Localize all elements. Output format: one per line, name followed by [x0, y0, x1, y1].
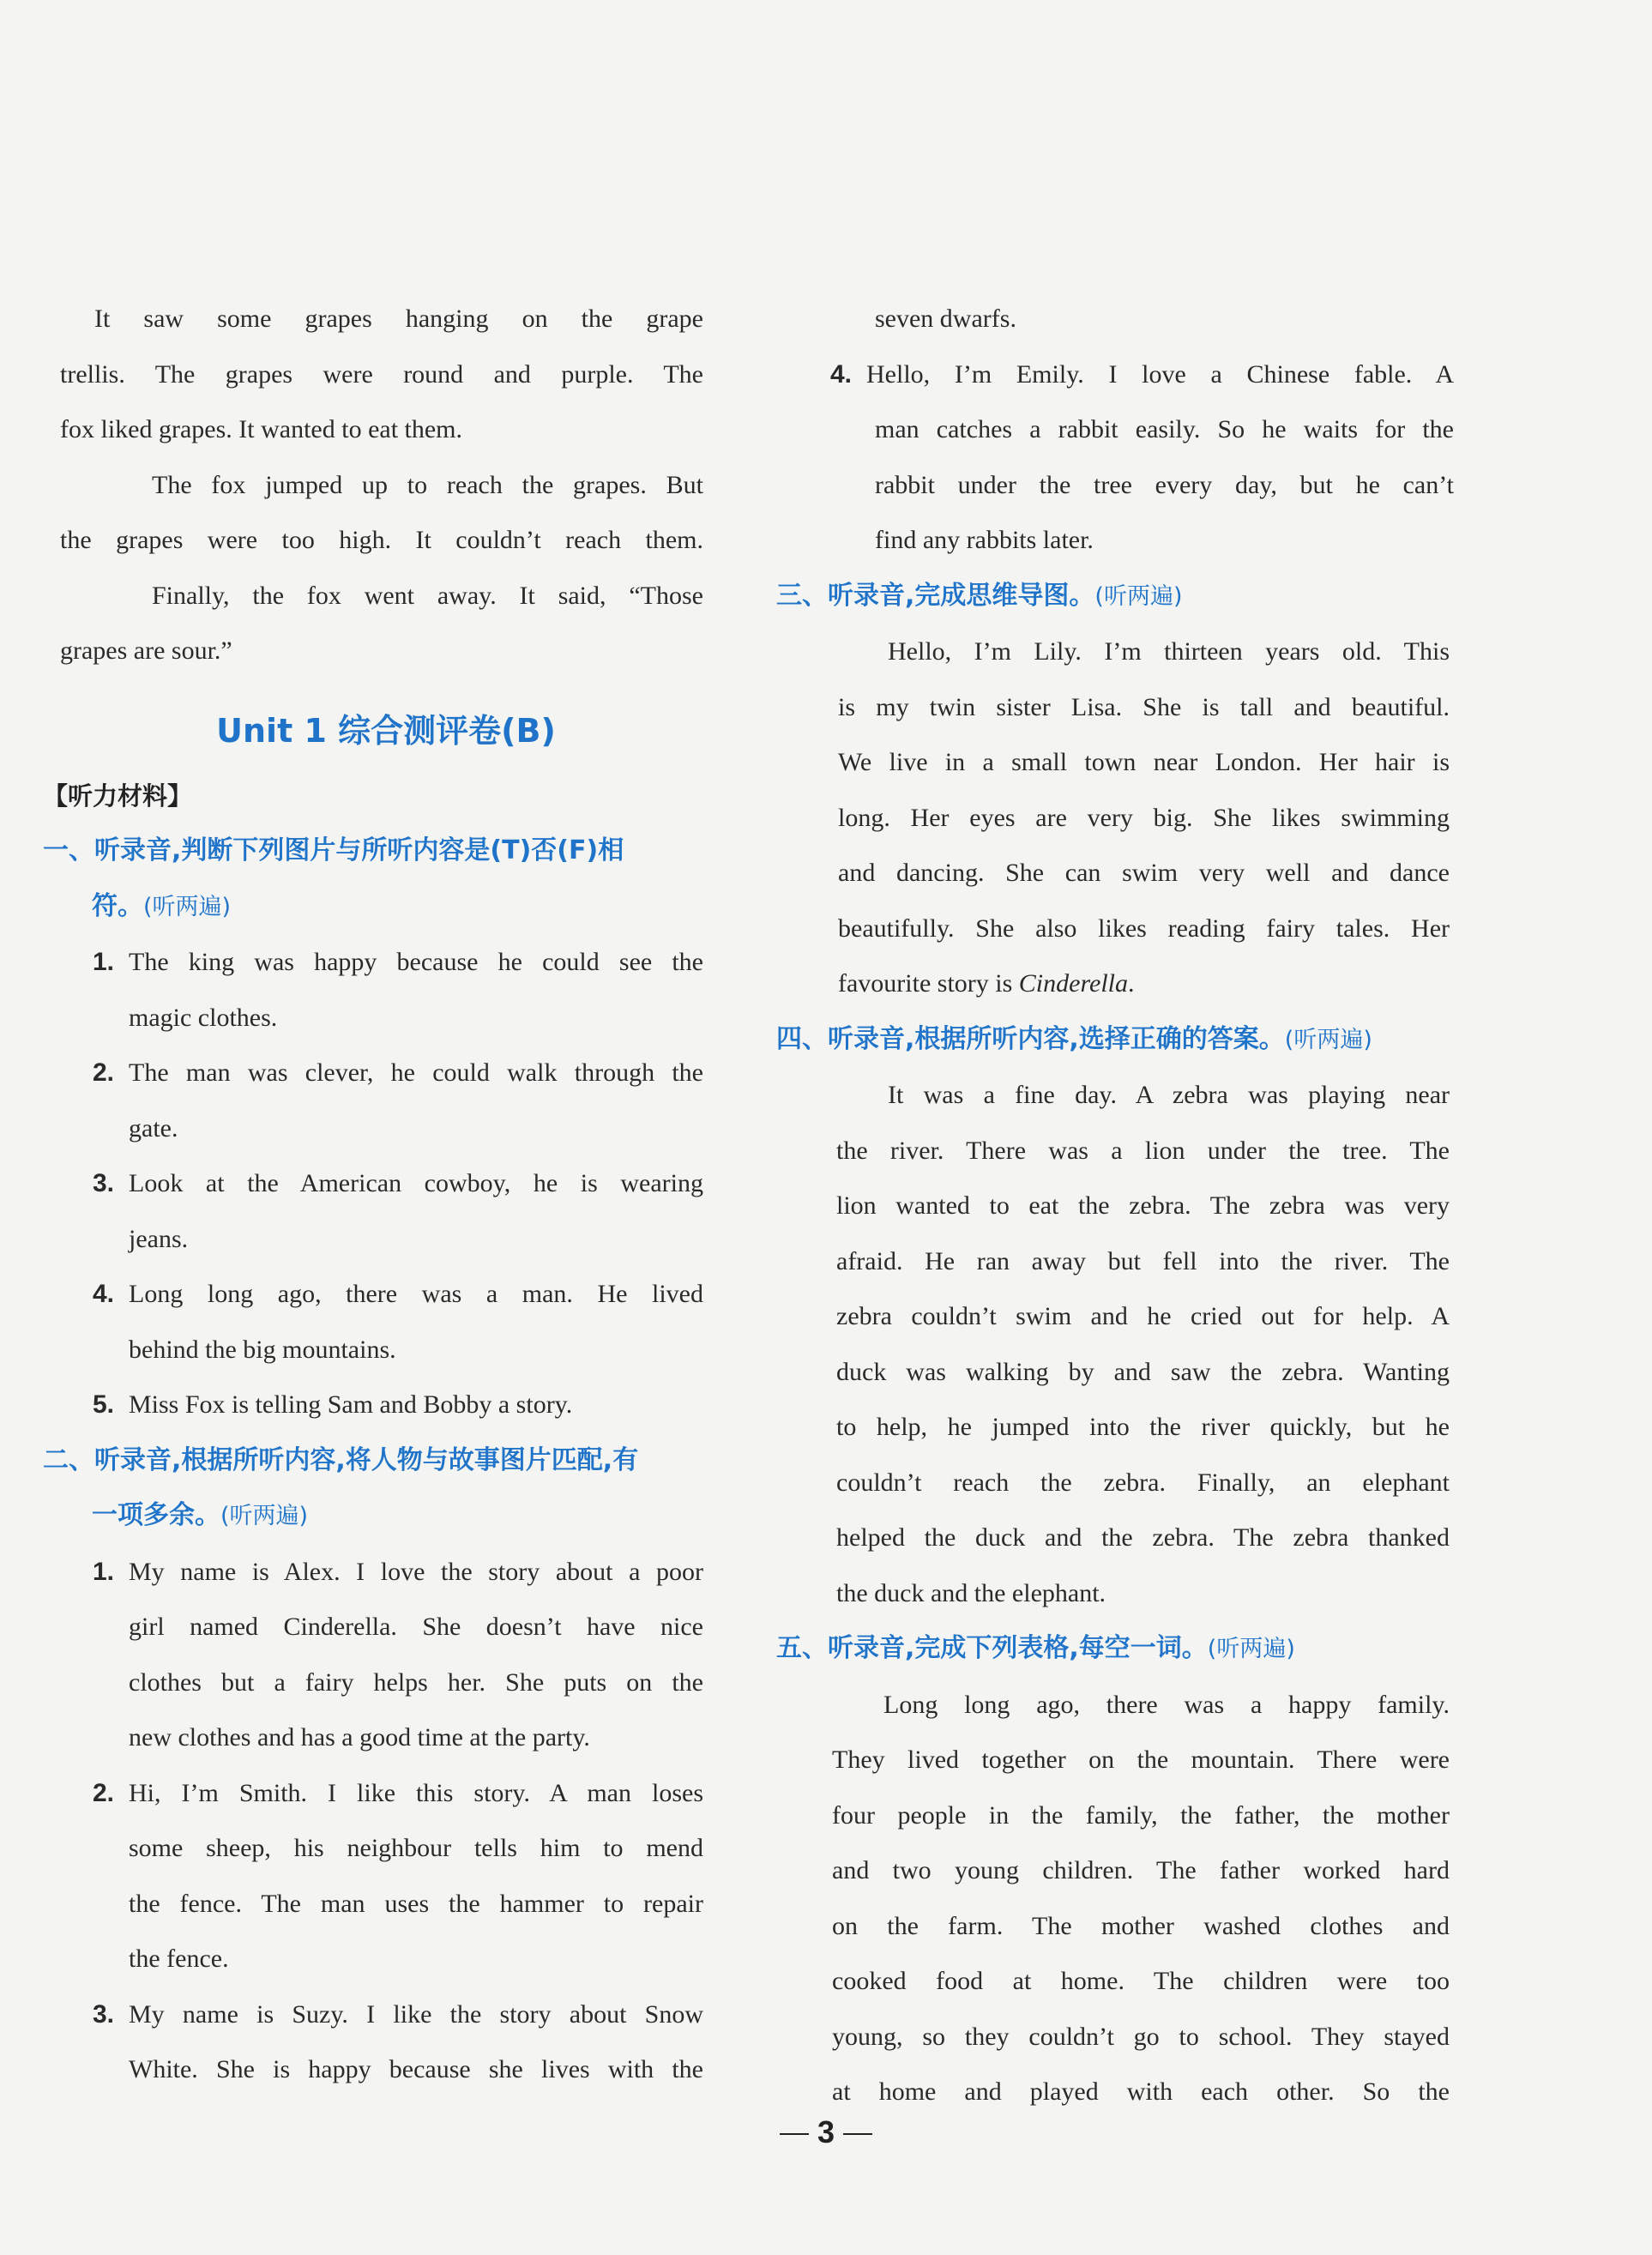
item-text: The man was clever, he could walk through the	[129, 1058, 703, 1087]
item-number: 3.	[93, 1169, 115, 1197]
paragraph-line: duck was walking by and saw the zebra. Wanting	[836, 1357, 1450, 1386]
paragraph-line: the river. There was a lion under the tree. The	[836, 1136, 1450, 1165]
paragraph-line	[776, 956, 1462, 1012]
item-text-cont: man catches a rabbit easily. So he waits for the	[875, 415, 1454, 443]
story-line: The fox jumped up to reach the grapes. But	[152, 470, 703, 499]
paragraph-line: young, so they couldn’t go to school. They stayed	[832, 2022, 1450, 2051]
paragraph-line: afraid. He ran away but fell into the river. The	[836, 1246, 1450, 1275]
item-text-cont: girl named Cinderella. She doesn’t have nice	[129, 1613, 703, 1641]
paragraph-line: We live in a small town near London. Her hair is	[838, 748, 1450, 776]
item-number: 3.	[93, 1999, 115, 2029]
item-text: The king was happy because he could see the	[129, 948, 703, 976]
list-item	[43, 1156, 703, 1212]
section-2-heading-cont	[43, 1488, 729, 1545]
paragraph-line: couldn’t reach the zebra. Finally, an elephant	[836, 1468, 1450, 1497]
section-2-heading-text: 一项多余。	[92, 1500, 220, 1530]
paragraph-line: Hello, I’m Lily. I’m thirteen years old. This	[888, 637, 1450, 666]
item-text: Hello, I’m Emily. I love a Chinese fable. A	[866, 359, 1454, 389]
paragraph-line: helped the duck and the zebra. The zebra thanked	[836, 1523, 1450, 1552]
section-1-heading-cont	[43, 879, 729, 936]
item-text: My name is Suzy. I like the story about Snow	[129, 1999, 703, 2029]
section-3-heading-text: 三、听录音,完成思维导图。	[776, 580, 1095, 611]
page-number	[0, 2114, 1652, 2150]
item-text-cont: jeans.	[129, 1224, 189, 1253]
paragraph-line: the duck and the elephant.	[836, 1578, 1106, 1607]
list-item	[43, 1766, 703, 1822]
item-text: My name is Alex. I love the story about a poor	[129, 1557, 703, 1586]
item-text-cont: new clothes and has a good time at the party.	[129, 1723, 590, 1752]
paragraph-line: lion wanted to eat the zebra. The zebra was very	[836, 1191, 1450, 1220]
section-5-heading-text: 五、听录音,完成下列表格,每空一词。	[776, 1633, 1208, 1663]
section-5	[776, 1621, 1462, 2120]
paragraph-line: zebra couldn’t swim and he cried out for help. A	[836, 1302, 1450, 1330]
item-text-cont: the fence. The man uses the hammer to repair	[129, 1889, 703, 1918]
item-text-cont: behind the big mountains.	[129, 1335, 396, 1364]
item-text-cont: gate.	[129, 1113, 178, 1143]
section-3	[776, 569, 1462, 1012]
item-number: 4.	[93, 1280, 115, 1308]
paragraph-line: and dancing. She can swim very well and dance	[838, 859, 1450, 887]
paragraph-line: and two young children. The father worked hard	[832, 1856, 1450, 1884]
item-text-cont: magic clothes.	[129, 1003, 278, 1032]
list-item	[43, 935, 703, 991]
paragraph-line: to help, he jumped into the river quickly, but he	[836, 1413, 1450, 1441]
paragraph-line: cooked food at home. The children were too	[832, 1967, 1450, 1995]
item-text-cont: find any rabbits later.	[875, 526, 1094, 554]
paragraph-line: Long long ago, there was a happy family.	[883, 1690, 1450, 1719]
section-2	[43, 1433, 729, 2098]
paragraph-line: They lived together on the mountain. There were	[832, 1746, 1450, 1774]
paragraph-line: at home and played with each other. So the	[832, 2077, 1450, 2106]
story-line: It saw some grapes hanging on the grape	[94, 304, 703, 333]
unit-title: Unit 1 综合测评卷(B)	[216, 711, 556, 750]
story-line: fox liked grapes. It wanted to eat them.	[60, 415, 463, 443]
paragraph-line: four people in the family, the father, the mother	[832, 1800, 1450, 1830]
list-item	[43, 1545, 703, 1601]
section-4-heading-text: 四、听录音,根据所听内容,选择正确的答案。	[776, 1023, 1285, 1054]
section-4-heading	[776, 1012, 1462, 1069]
section-2-heading: 二、听录音,根据所听内容,将人物与故事图片匹配,有	[43, 1444, 639, 1475]
paragraph-line: on the farm. The mother washed clothes and	[832, 1911, 1450, 1940]
dash-left	[780, 2133, 809, 2135]
story-line: Finally, the fox went away. It said, “Those	[152, 581, 703, 610]
item-text: Hi, I’m Smith. I like this story. A man loses	[129, 1778, 703, 1807]
list-item	[43, 1046, 703, 1101]
section-1-heading: 一、听录音,判断下列图片与所听内容是(T)否(F)相	[43, 835, 624, 865]
list-item	[776, 347, 1454, 403]
item-number: 1.	[93, 948, 115, 976]
item-text: Miss Fox is telling Sam and Bobby a story.	[129, 1390, 573, 1419]
section-4-note: (听两遍)	[1284, 1026, 1372, 1053]
item-text-cont: some sheep, his neighbour tells him to mend	[129, 1834, 703, 1862]
section-3-note: (听两遍)	[1094, 582, 1183, 610]
section-1-heading-text: 符。	[92, 890, 143, 921]
paragraph-line: long. Her eyes are very big. She likes swimming	[838, 803, 1450, 832]
story-title: Cinderella	[1018, 969, 1129, 998]
dash-right	[843, 2133, 872, 2135]
item-text: Look at the American cowboy, he is wearing	[129, 1169, 703, 1197]
item-number: 2.	[93, 1058, 115, 1087]
section-1-note: (听两遍)	[143, 893, 232, 920]
item-text: Long long ago, there was a man. He lived	[129, 1280, 703, 1308]
item-number: 5.	[93, 1390, 115, 1419]
item-number: 2.	[93, 1778, 115, 1807]
story-line: trellis. The grapes were round and purple. The	[60, 359, 703, 389]
story-line: the grapes were too high. It couldn’t reach them.	[60, 526, 703, 554]
item-text-cont: seven dwarfs.	[875, 304, 1016, 333]
list-item	[43, 1987, 703, 2043]
story-line: grapes are sour.”	[60, 636, 232, 665]
materials-label: 【听力材料】	[43, 781, 193, 811]
paragraph-line: is my twin sister Lisa. She is tall and beautiful.	[838, 692, 1450, 721]
item-number: 4.	[830, 359, 853, 389]
paragraph-text: .	[1128, 969, 1135, 998]
section-1	[43, 823, 729, 1433]
section-5-heading	[776, 1621, 1462, 1678]
section-4	[776, 1012, 1462, 1622]
section-3-heading	[776, 569, 1462, 625]
item-text-cont: clothes but a fairy helps her. She puts on the	[129, 1667, 703, 1697]
section-2-note: (听两遍)	[220, 1503, 309, 1529]
left-column	[43, 292, 729, 2098]
paragraph-line: beautifully. She also likes reading fairy tales. Her	[838, 913, 1450, 943]
item-number: 1.	[93, 1557, 115, 1586]
section-5-note: (听两遍)	[1207, 1636, 1295, 1662]
item-text-cont: White. She is happy because she lives with the	[129, 2055, 703, 2083]
paragraph-text: favourite story is	[838, 969, 1019, 998]
page-number-text: 3	[817, 2114, 835, 2149]
list-item	[43, 1378, 729, 1433]
paragraph-line: It was a fine day. A zebra was playing near	[888, 1081, 1450, 1109]
item-text-cont: rabbit under the tree every day, but he can’t	[875, 470, 1454, 499]
list-item	[43, 1267, 703, 1323]
item-text-cont: the fence.	[129, 1944, 229, 1973]
right-column	[776, 292, 1462, 2120]
